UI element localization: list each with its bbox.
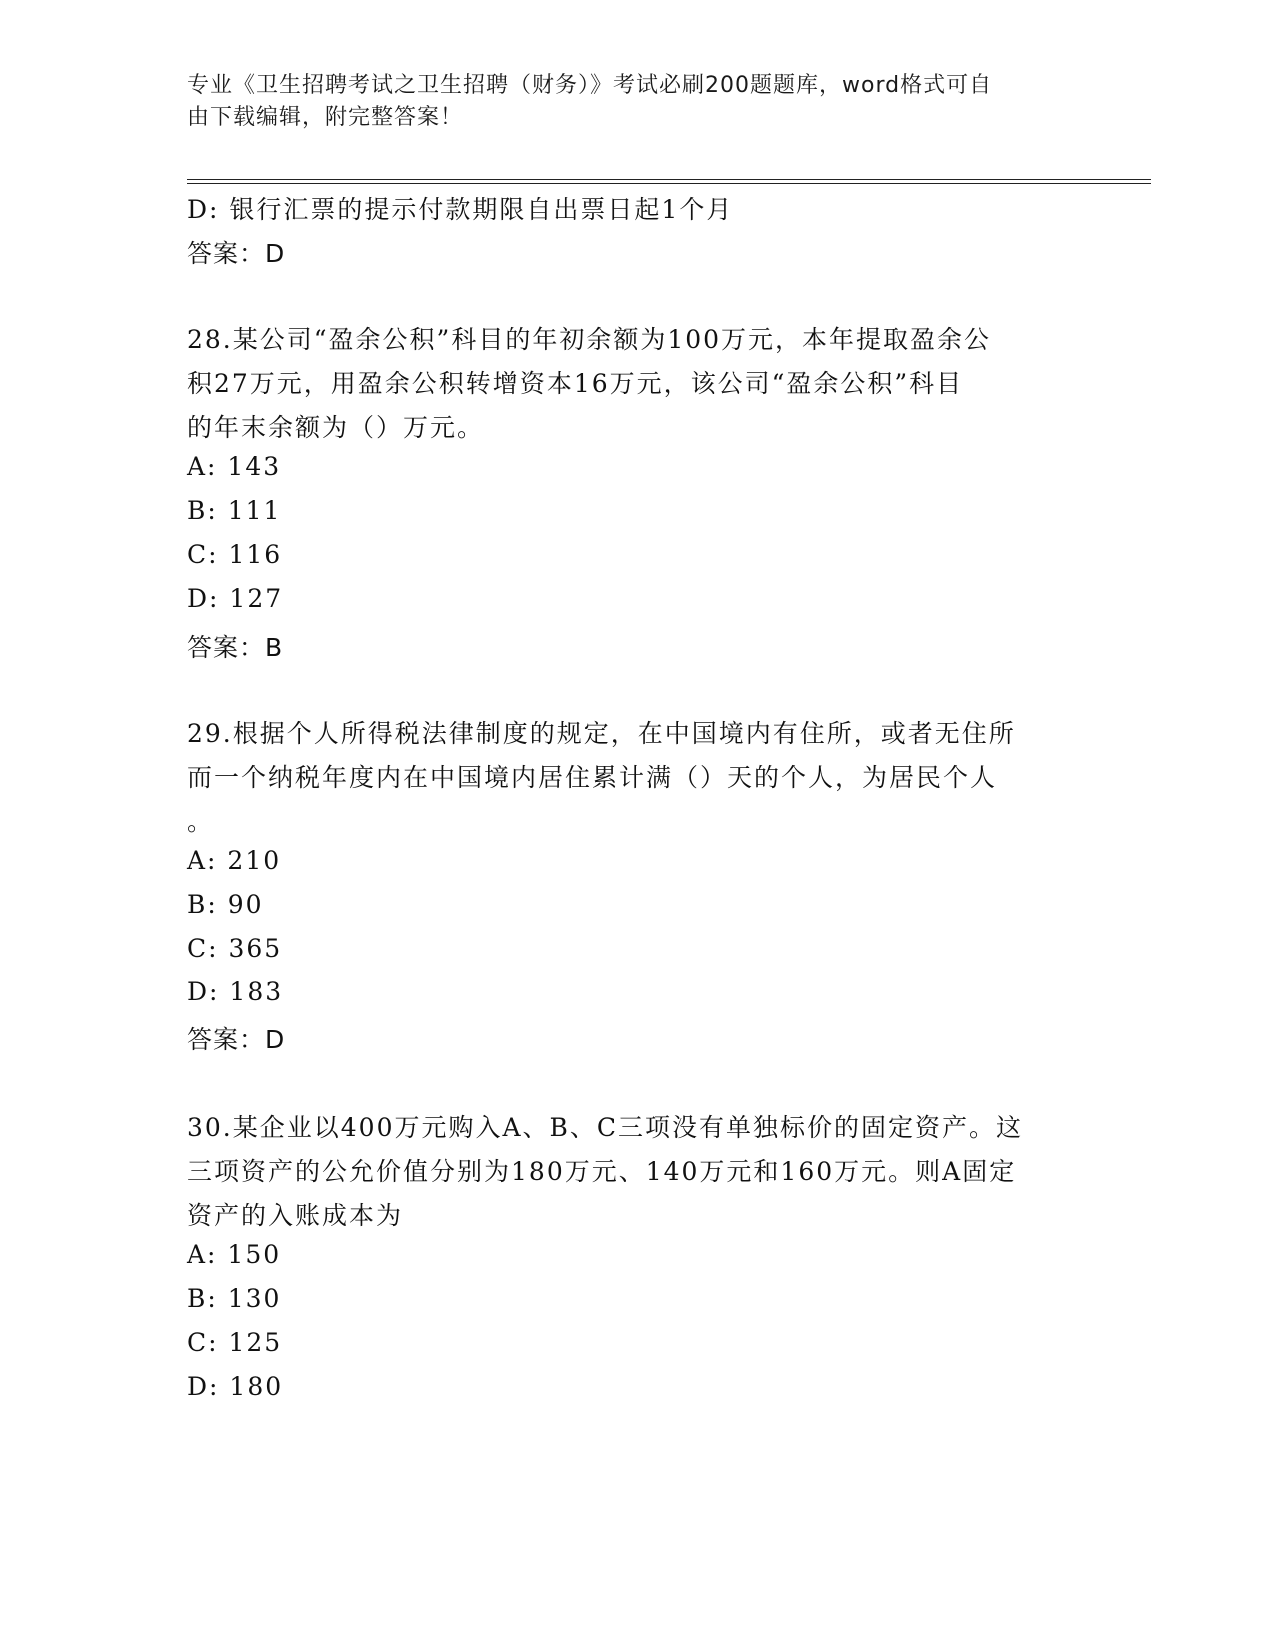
q29-text-line-2: 而一个纳税年度内在中国境内居住累计满（）天的个人，为居民个人 — [187, 763, 998, 792]
header-line-1: 专业《卫生招聘考试之卫生招聘（财务）》考试必刷200题题库，word格式可自 — [187, 73, 993, 98]
prev-answer: 答案：D — [187, 239, 286, 268]
document-header — [187, 70, 1067, 134]
header-divider-bottom — [187, 183, 1151, 184]
q29-text-line-3: 。 — [187, 807, 215, 836]
q28-option-d: D: 127 — [187, 584, 284, 613]
q28-text-line-2: 积27万元，用盈余公积转增资本16万元，该公司“盈余公积”科目 — [187, 369, 964, 398]
q30-option-c: C: 125 — [187, 1328, 283, 1357]
q29-text-line-1: 29.根据个人所得税法律制度的规定，在中国境内有住所，或者无住所 — [187, 719, 1016, 748]
q29-option-b: B: 90 — [187, 890, 264, 919]
q28-option-a: A: 143 — [187, 452, 282, 481]
q29-answer: 答案：D — [187, 1025, 286, 1054]
q29-option-d: D: 183 — [187, 977, 284, 1006]
q29-option-c: C: 365 — [187, 934, 283, 963]
q28-option-b: B: 111 — [187, 496, 282, 525]
q30-option-a: A: 150 — [187, 1240, 282, 1269]
q30-text-line-1: 30.某企业以400万元购入A、B、C三项没有单独标价的固定资产。这 — [187, 1113, 1024, 1142]
q30-option-d: D: 180 — [187, 1372, 284, 1401]
header-divider-top — [187, 179, 1151, 180]
q30-option-b: B: 130 — [187, 1284, 282, 1313]
q30-text-line-3: 资产的入账成本为 — [187, 1201, 404, 1230]
q28-answer: 答案：B — [187, 633, 284, 662]
prev-option-d: D: 银行汇票的提示付款期限自出票日起1个月 — [187, 195, 734, 224]
q28-option-c: C: 116 — [187, 540, 283, 569]
q30-text-line-2: 三项资产的公允价值分别为180万元、140万元和160万元。则A固定 — [187, 1157, 1017, 1186]
q29-option-a: A: 210 — [187, 846, 282, 875]
q28-text-line-1: 28.某公司“盈余公积”科目的年初余额为100万元，本年提取盈余公 — [187, 325, 992, 354]
header-line-2: 由下载编辑，附完整答案！ — [187, 105, 464, 130]
q28-text-line-3: 的年末余额为（）万元。 — [187, 413, 485, 442]
